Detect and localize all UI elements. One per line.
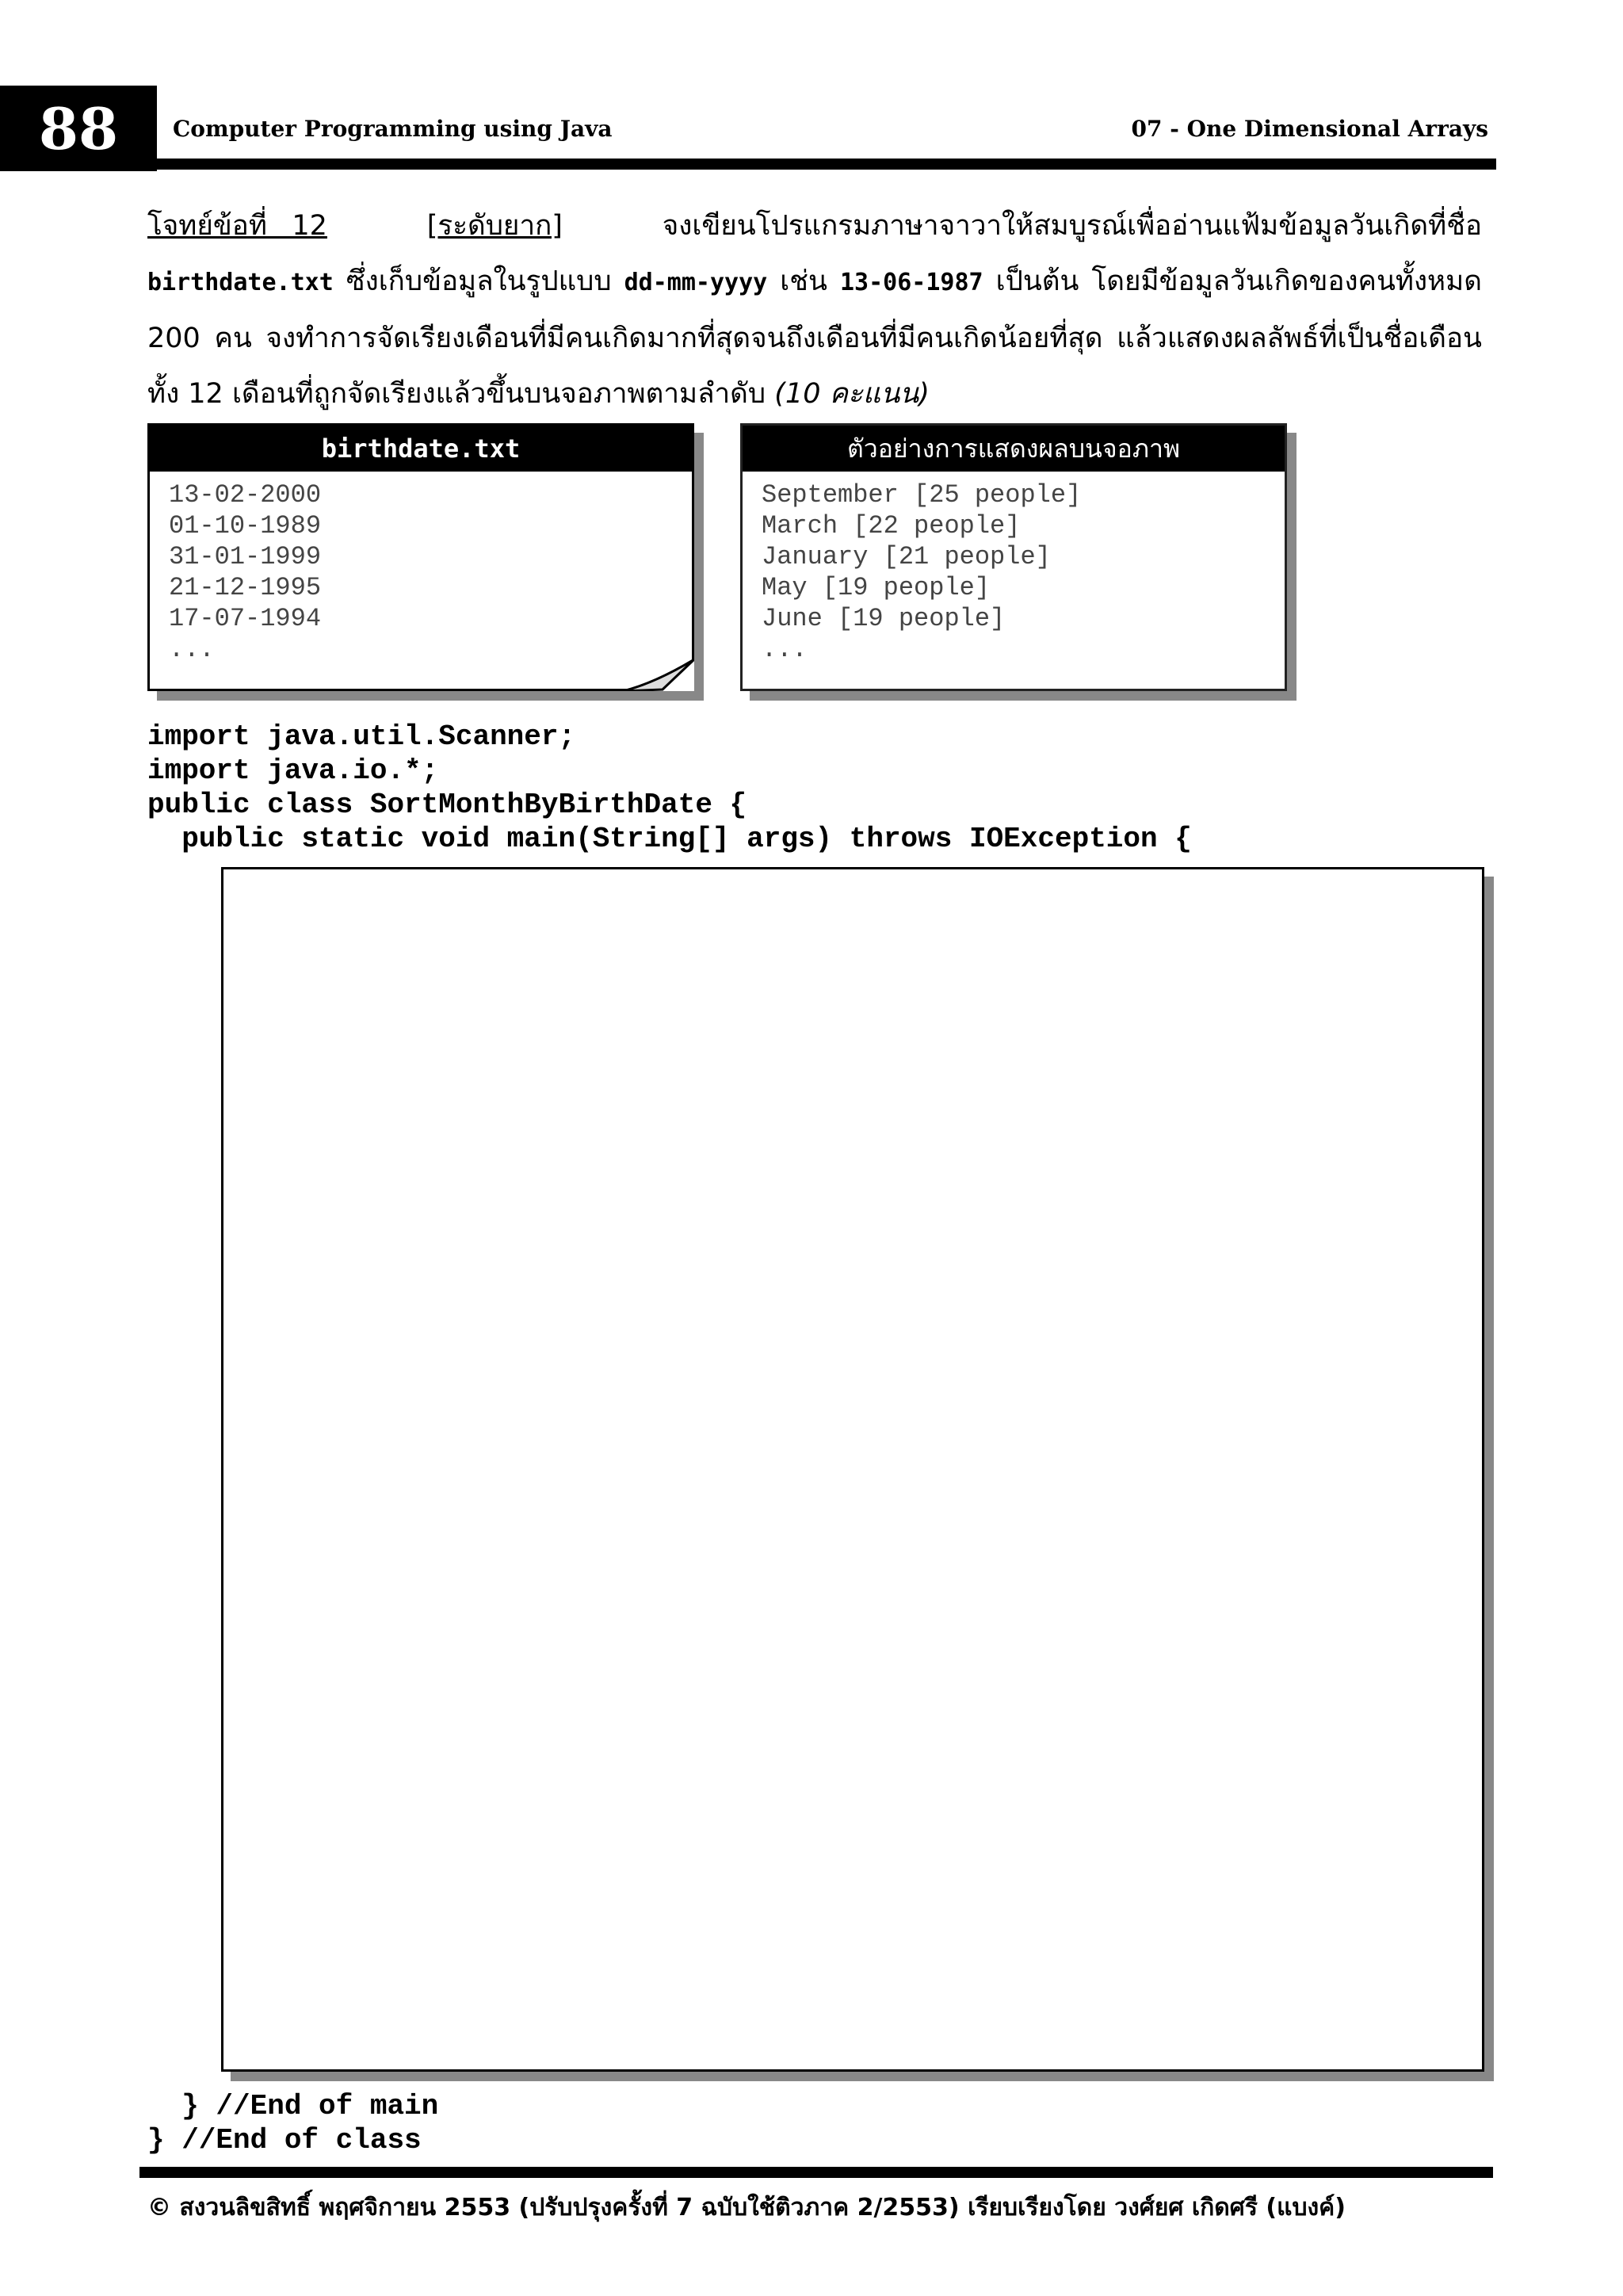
output-line: May [19 people]: [762, 573, 991, 602]
input-line: 17-07-1994: [169, 604, 322, 633]
output-sample-title: ตัวอย่างการแสดงผลบนจอภาพ: [743, 426, 1285, 472]
input-file-content: [150, 472, 692, 673]
output-sample-content: [743, 472, 1285, 673]
output-line: January [21 people]: [762, 542, 1051, 571]
answer-box[interactable]: [221, 867, 1484, 2072]
footer-rule: [139, 2167, 1493, 2178]
code-footer: [147, 2089, 438, 2157]
problem-statement: [147, 198, 1482, 422]
problem-text-3: เช่น: [780, 266, 827, 297]
output-line: June [19 people]: [762, 604, 1006, 633]
page-curl-icon: [623, 659, 694, 691]
problem-score: (10 คะแนน): [774, 378, 930, 410]
output-line: ...: [762, 635, 808, 664]
problem-file-name: birthdate.txt: [147, 269, 334, 296]
book-title: Computer Programming using Java: [173, 116, 613, 142]
problem-format: dd-mm-yyyy: [624, 269, 768, 296]
problem-level: [ระดับยาก]: [426, 210, 563, 242]
header-rule: [157, 159, 1496, 170]
problem-text-4: เป็นต้น โดยมีข้อมูลวันเกิดของคนทั้งหมด 200 คน จงทำการจัดเรียงเดือนที่มีคนเกิดมากที่สุดจนถึงเดือนที่มีคนเกิดน้อยที่สุด แล้วแสดงผลลัพธ์ที่เป็นชื่อเดือนทั้ง 12 เดือนที่ถูกจัดเรียงแล้วขึ้นบนจอภาพตามลำดับ: [147, 266, 1482, 410]
page-number: 88: [0, 86, 157, 171]
problem-text-2: ซึ่งเก็บข้อมูลในรูปแบบ: [346, 266, 612, 297]
input-file-title: birthdate.txt: [150, 426, 692, 472]
code-line: import java.util.Scanner;: [147, 720, 576, 753]
output-line: March [22 people]: [762, 511, 1021, 541]
copyright-footer: © สงวนลิขสิทธิ์ พฤศจิกายน 2553 (ปรับปรุงครั้งที่ 7 ฉบับใช้ติวภาค 2/2553) เรียบเรียงโดย วงศ์ยศ เกิดศรี (แบงค์): [147, 2194, 1346, 2222]
input-file-box: [147, 423, 694, 691]
input-line: ...: [169, 635, 215, 664]
chapter-title: 07 - One Dimensional Arrays: [1131, 116, 1488, 142]
input-line: 01-10-1989: [169, 511, 322, 541]
code-line: } //End of class: [147, 2124, 422, 2157]
code-line: public class SortMonthByBirthDate {: [147, 789, 747, 821]
input-line: 13-02-2000: [169, 480, 322, 510]
problem-example-date: 13-06-1987: [840, 269, 983, 296]
code-header: [147, 720, 1192, 856]
code-line: public static void main(String[] args) throws IOException {: [147, 823, 1192, 855]
output-line: September [25 people]: [762, 480, 1082, 510]
problem-text-1: จงเขียนโปรแกรมภาษาจาวาให้สมบูรณ์เพื่ออ่านแฟ้มข้อมูลวันเกิดที่ชื่อ: [662, 210, 1482, 242]
code-line: } //End of main: [147, 2090, 439, 2122]
output-sample-box: [740, 423, 1287, 691]
input-line: 21-12-1995: [169, 573, 322, 602]
code-line: import java.io.*;: [147, 755, 439, 787]
input-line: 31-01-1999: [169, 542, 322, 571]
problem-label: โจทย์ข้อที่ 12: [147, 210, 327, 242]
